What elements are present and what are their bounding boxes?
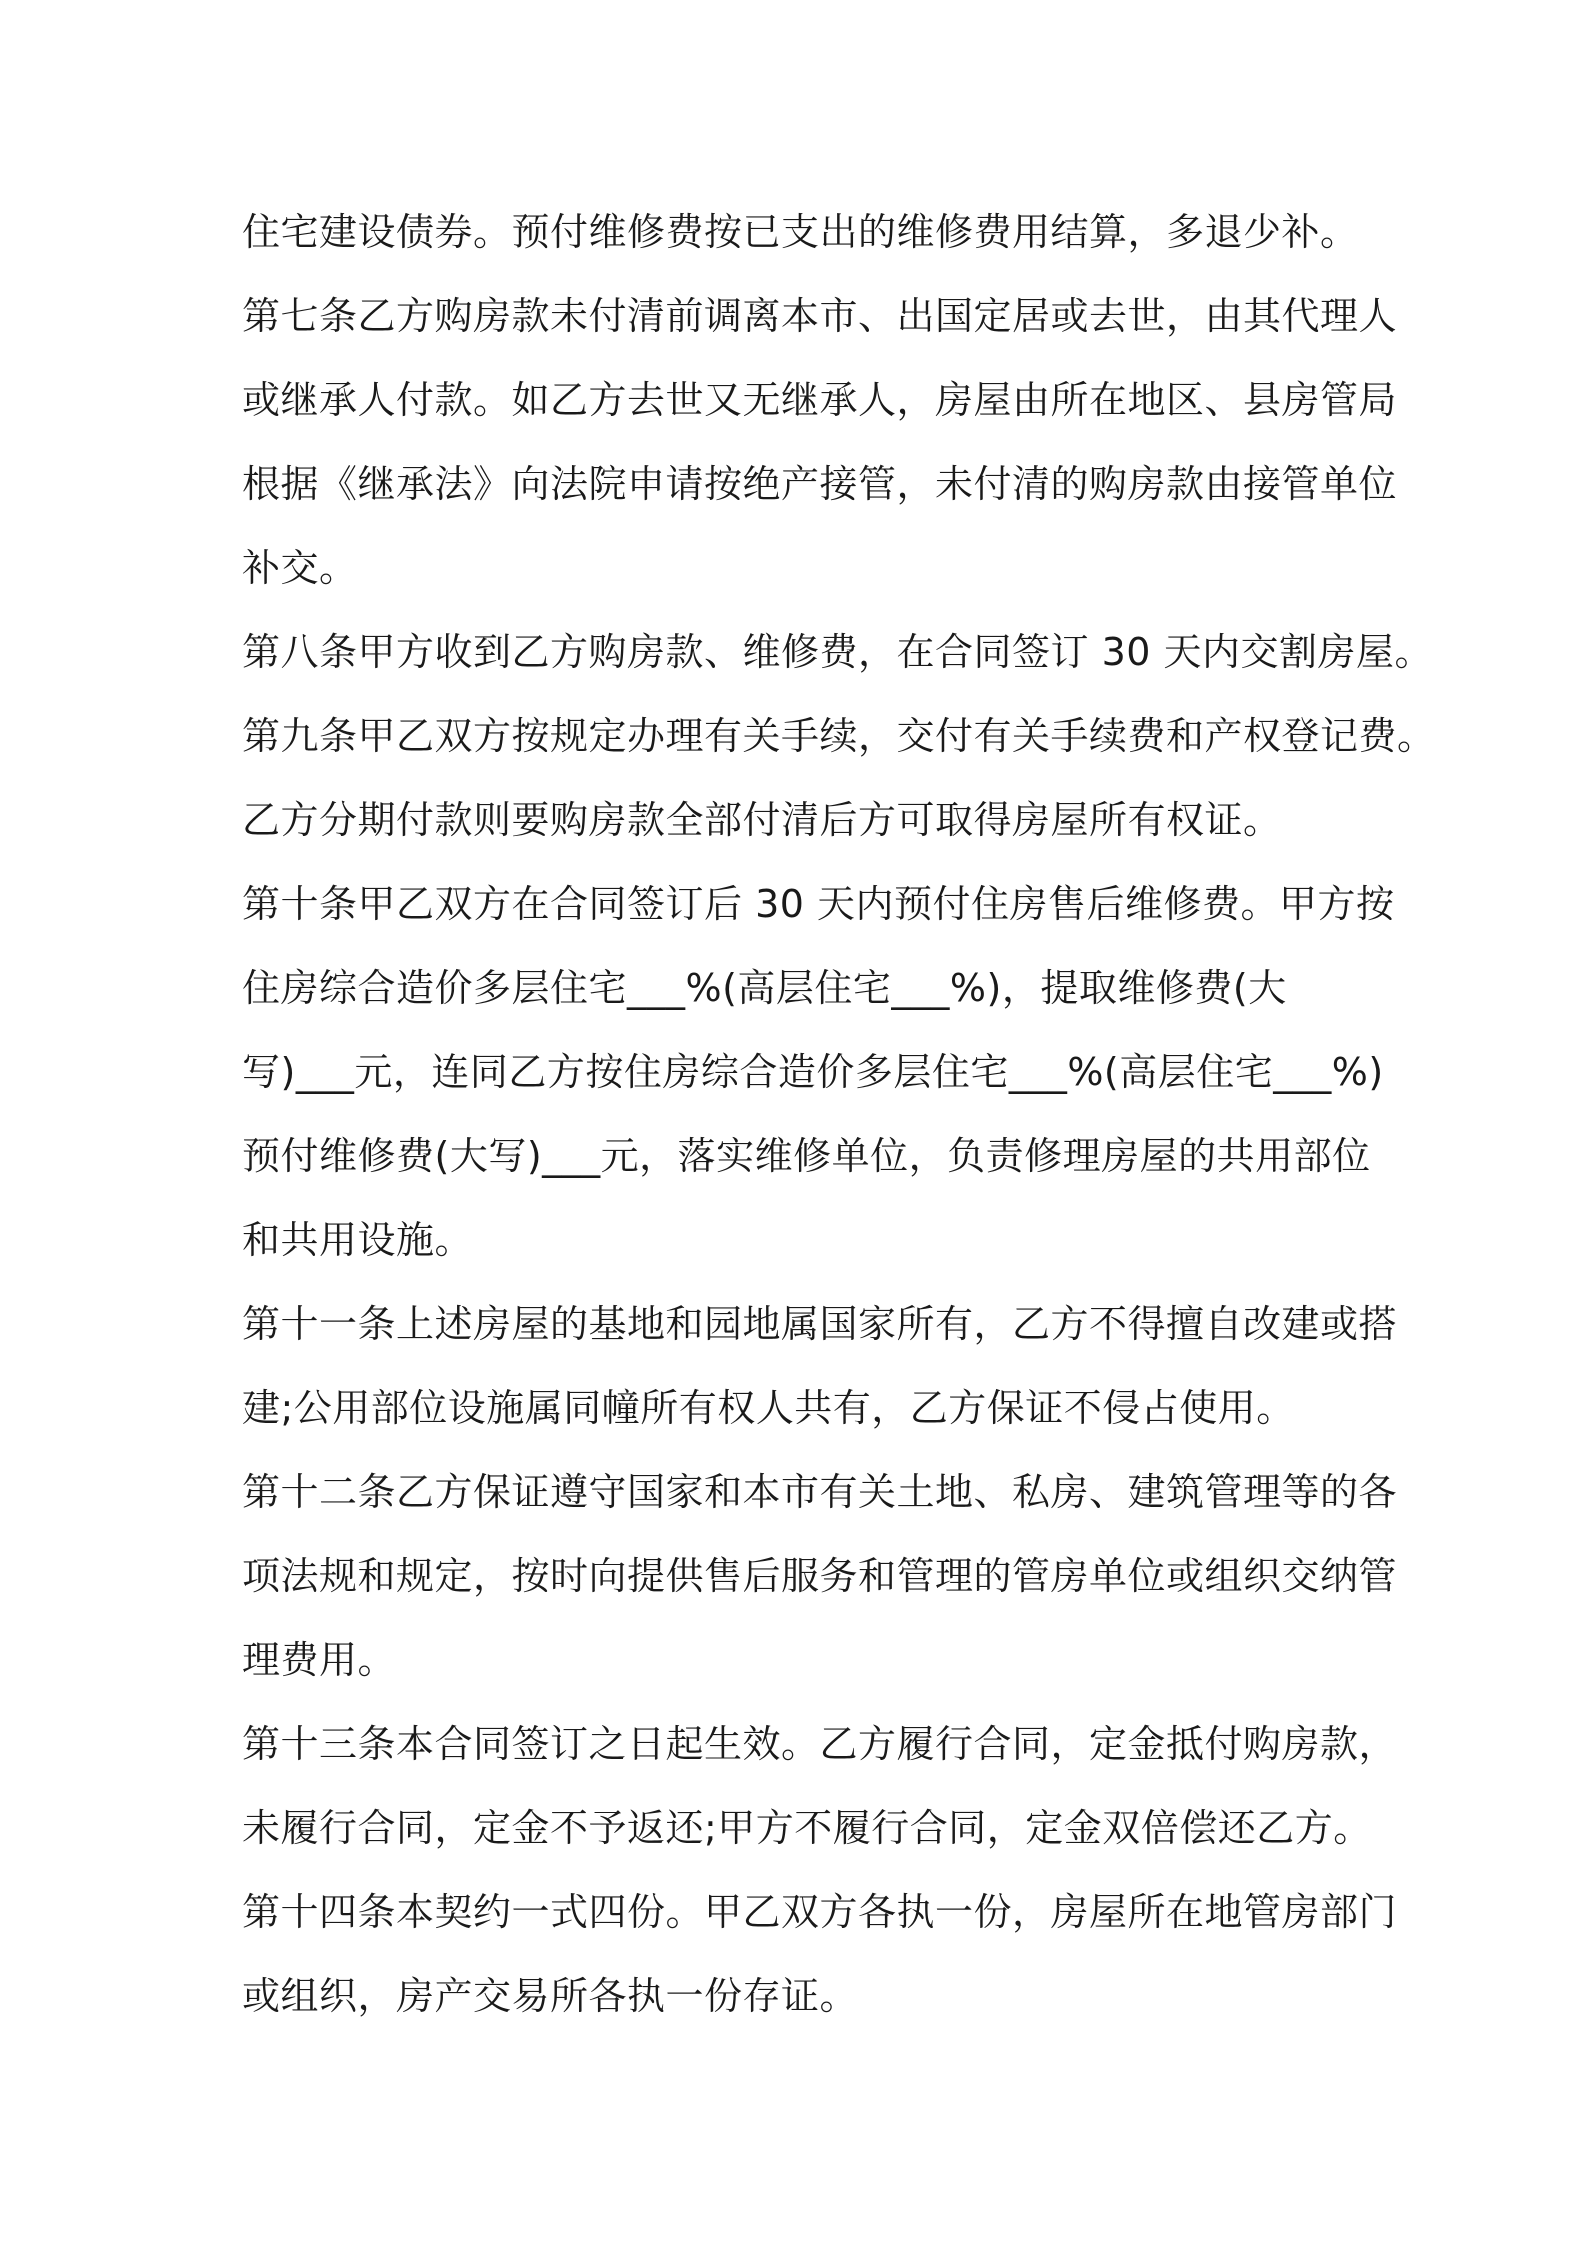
text-line: 写)___元，连同乙方按住房综合造价多层住宅___%(高层住宅___%) (242, 1050, 1384, 1094)
text-line: 第九条甲乙双方按规定办理有关手续，交付有关手续费和产权登记费。 (242, 714, 1436, 758)
text-line: 乙方分期付款则要购房款全部付清后方可取得房屋所有权证。 (242, 798, 1282, 842)
text-line: 第十条甲乙双方在合同签订后 30 天内预付住房售后维修费。甲方按 (242, 882, 1395, 926)
text-line: 第七条乙方购房款未付清前调离本市、出国定居或去世，由其代理人 (242, 294, 1398, 338)
text-line: 补交。 (242, 546, 358, 590)
text-line: 项法规和规定，按时向提供售后服务和管理的管房单位或组织交纳管 (242, 1554, 1398, 1598)
text-line: 理费用。 (242, 1638, 397, 1682)
text-line: 第十一条上述房屋的基地和园地属国家所有，乙方不得擅自改建或搭 (242, 1302, 1398, 1346)
text-line: 第十三条本合同签订之日起生效。乙方履行合同，定金抵付购房款， (242, 1722, 1398, 1766)
text-line: 根据《继承法》向法院申请按绝产接管，未付清的购房款由接管单位 (242, 462, 1398, 506)
text-line: 预付维修费(大写)___元，落实维修单位，负责修理房屋的共用部位 (242, 1134, 1371, 1178)
text-line: 建;公用部位设施属同幢所有权人共有，乙方保证不侵占使用。 (242, 1386, 1295, 1430)
document-body (242, 190, 1436, 2038)
text-line: 住宅建设债券。预付维修费按已支出的维修费用结算，多退少补。 (242, 210, 1359, 254)
text-line: 或继承人付款。如乙方去世又无继承人，房屋由所在地区、县房管局 (242, 378, 1398, 422)
text-line: 或组织，房产交易所各执一份存证。 (242, 1974, 859, 2018)
text-line: 第十二条乙方保证遵守国家和本市有关土地、私房、建筑管理等的各 (242, 1470, 1398, 1514)
text-line: 和共用设施。 (242, 1218, 474, 1262)
text-line: 未履行合同，定金不予返还;甲方不履行合同，定金双倍偿还乙方。 (242, 1806, 1372, 1850)
text-line: 住房综合造价多层住宅___%(高层住宅___%)，提取维修费(大 (242, 966, 1287, 1010)
text-line: 第十四条本契约一式四份。甲乙双方各执一份，房屋所在地管房部门 (242, 1890, 1398, 1934)
text-line: 第八条甲方收到乙方购房款、维修费，在合同签订 30 天内交割房屋。 (242, 630, 1434, 674)
